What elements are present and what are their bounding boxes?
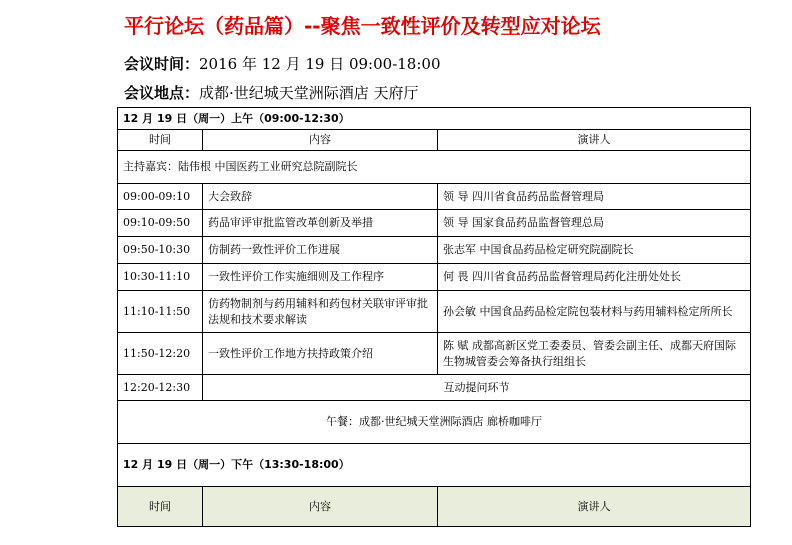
table-row [118,184,751,210]
lunch-row [118,401,751,444]
content-cell: 一致性评价工作地方扶持政策介绍 [203,333,438,375]
meeting-place-label: 会议地点： [124,84,200,102]
column-header-speaker: 演讲人 [438,487,751,527]
time-cell: 10:30-11:10 [118,264,203,291]
speaker-cell: 陈 赋 成都高新区党工委委员、管委会副主任、成都天府国际生物城管委会筹备执行组组长 [438,333,751,375]
speaker-cell: 领 导 国家食品药品监督管理总局 [438,210,751,237]
meeting-place-value: 成都·世纪城天堂洲际酒店 天府厅 [199,84,419,102]
time-cell: 12:20-12:30 [118,375,203,401]
qa-content-cell: 互动提问环节 [203,375,751,401]
time-cell: 09:00-09:10 [118,184,203,210]
afternoon-column-header-row [118,487,751,527]
meeting-time-label: 会议时间： [124,55,200,73]
morning-section-row [118,108,751,130]
table-row [118,291,751,333]
morning-section-header: 12 月 19 日（周一）上午（09:00-12:30） [118,108,751,130]
meeting-time [124,53,441,74]
time-cell: 11:10-11:50 [118,291,203,333]
qa-row [118,375,751,401]
speaker-cell: 孙会敏 中国食品药品检定院包装材料与药用辅料检定所所长 [438,291,751,333]
lunch-cell: 午餐：成都·世纪城天堂洲际酒店 廊桥咖啡厅 [118,401,751,444]
speaker-cell: 张志军 中国食品药品检定研究院副院长 [438,237,751,264]
column-header-content: 内容 [203,487,438,527]
meeting-place [124,82,419,103]
morning-column-header-row [118,130,751,151]
column-header-speaker: 演讲人 [438,130,751,151]
content-cell: 大会致辞 [203,184,438,210]
table-row [118,333,751,375]
time-cell: 11:50-12:20 [118,333,203,375]
host-row [118,151,751,184]
afternoon-section-row [118,444,751,487]
content-cell: 仿药物制剂与药用辅料和药包材关联审评审批法规和技术要求解读 [203,291,438,333]
table-row [118,237,751,264]
content-cell: 仿制药一致性评价工作进展 [203,237,438,264]
content-cell: 一致性评价工作实施细则及工作程序 [203,264,438,291]
column-header-time: 时间 [118,130,203,151]
afternoon-section-header: 12 月 19 日（周一）下午（13:30-18:00） [118,444,751,487]
time-cell: 09:10-09:50 [118,210,203,237]
speaker-cell: 何 畏 四川省食品药品监督管理局药化注册处处长 [438,264,751,291]
column-header-time: 时间 [118,487,203,527]
page-title: 平行论坛（药品篇）--聚焦一致性评价及转型应对论坛 [124,14,601,38]
speaker-cell: 领 导 四川省食品药品监督管理局 [438,184,751,210]
content-cell: 药品审评审批监管改革创新及举措 [203,210,438,237]
table-row [118,210,751,237]
table-row [118,264,751,291]
host-cell: 主持嘉宾：陆伟根 中国医药工业研究总院副院长 [118,151,751,184]
meeting-time-value: 2016 年 12 月 19 日 09:00-18:00 [199,55,441,73]
schedule-table [117,107,751,527]
column-header-content: 内容 [203,130,438,151]
time-cell: 09:50-10:30 [118,237,203,264]
